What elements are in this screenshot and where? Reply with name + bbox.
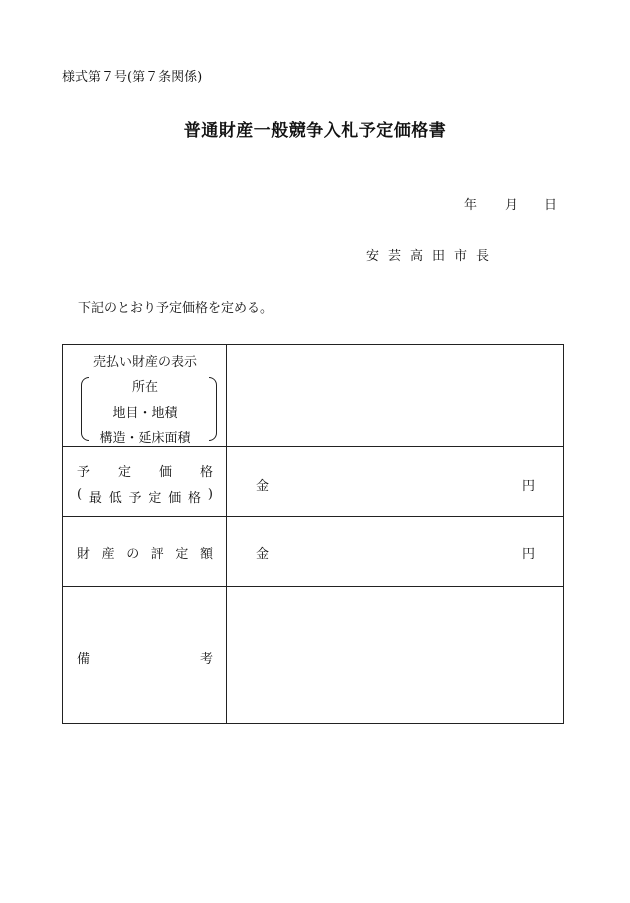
label-char: 定 (117, 465, 131, 480)
label-char: の (126, 547, 140, 562)
label-char: 額 (199, 547, 213, 562)
document-title: 普通財産一般競争入札予定価格書 (183, 121, 447, 141)
label-char: 考 (199, 652, 213, 667)
label-char: 価 (168, 491, 182, 506)
planned-price-row (63, 447, 563, 517)
intro-text: 下記のとおり予定価格を定める。 (78, 301, 274, 316)
property-heading: 売払い財産の表示 (92, 355, 197, 370)
planned-price-sublabel (77, 487, 213, 506)
planned-price-prefix: 金 (256, 479, 270, 494)
label-char: 格 (199, 465, 213, 480)
label-char: 最 (88, 491, 102, 506)
label-char: 価 (158, 465, 172, 480)
date-month-label: 月 (505, 198, 519, 213)
label-char: 格 (188, 491, 202, 506)
appraisal-value-cell[interactable] (227, 517, 563, 586)
remarks-label-cell (63, 587, 227, 723)
appraisal-row (63, 517, 563, 587)
form-number: 様式第７号(第７条関係) (62, 70, 203, 85)
label-char: 備 (77, 652, 91, 667)
label-char: 定 (148, 491, 162, 506)
property-item-location: 所在 (131, 380, 158, 395)
label-char: 定 (175, 547, 189, 562)
property-row (63, 345, 563, 447)
label-char: ) (207, 487, 213, 502)
planned-price-value-cell[interactable] (227, 447, 563, 516)
appraisal-label-cell (63, 517, 227, 586)
date-day-label: 日 (544, 198, 558, 213)
appraisal-unit: 円 (521, 547, 535, 562)
remarks-label (77, 648, 213, 667)
planned-price-label-cell (63, 447, 227, 516)
remarks-row (63, 587, 563, 723)
property-item-land: 地目・地積 (112, 406, 178, 421)
remarks-value-cell[interactable] (227, 587, 563, 723)
label-char: ( (77, 487, 83, 502)
label-char: 予 (77, 465, 91, 480)
property-item-structure: 構造・延床面積 (99, 431, 191, 446)
planned-price-label (77, 461, 213, 480)
issuer-name: 安芸高田市長 (366, 249, 499, 264)
label-char: 産 (101, 547, 115, 562)
label-char: 評 (150, 547, 164, 562)
property-value-cell[interactable] (227, 345, 563, 446)
label-char: 低 (108, 491, 122, 506)
appraisal-prefix: 金 (256, 547, 270, 562)
appraisal-label (77, 543, 213, 562)
label-char: 予 (128, 491, 142, 506)
planned-price-unit: 円 (521, 479, 535, 494)
label-char: 財 (77, 547, 91, 562)
price-form-table (62, 344, 564, 724)
property-label-cell (63, 345, 227, 446)
date-year-label: 年 (464, 198, 478, 213)
